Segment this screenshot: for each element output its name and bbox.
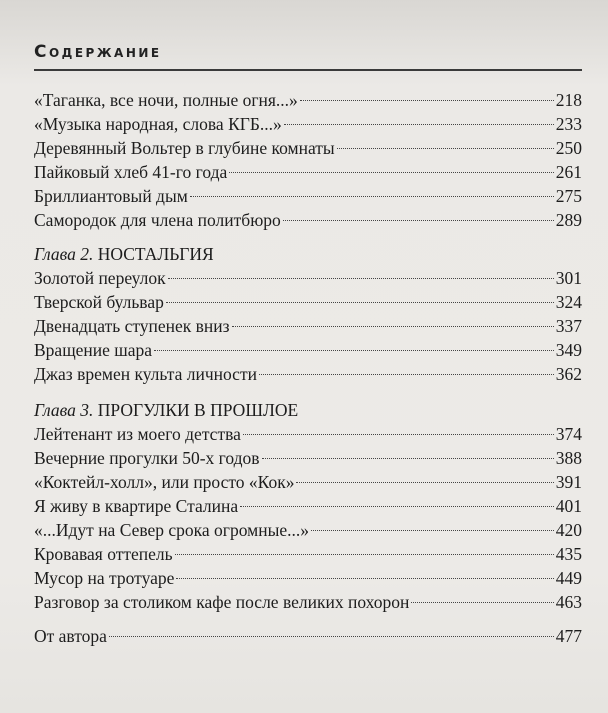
toc-entry-page: 435: [555, 544, 582, 564]
toc-entry[interactable]: [34, 208, 582, 232]
dot-leader: [283, 220, 554, 221]
toc-entry-page: 401: [555, 496, 582, 516]
toc-entry-title: Двенадцать ступенек вниз: [34, 316, 230, 336]
toc-entry-title: «Коктейл-холл», или просто «Кок»: [34, 472, 295, 492]
toc-entry-page: 275: [555, 186, 582, 206]
toc-entry[interactable]: [34, 338, 582, 362]
toc-entry[interactable]: [34, 470, 582, 494]
dot-leader: [311, 530, 554, 531]
chapter-title: ПРОГУЛКИ В ПРОШЛОЕ: [97, 400, 299, 420]
dot-leader: [232, 326, 554, 327]
toc-entry[interactable]: [34, 266, 582, 290]
toc-entry-page: 261: [555, 162, 582, 182]
dot-leader: [190, 196, 554, 197]
toc-entry-page: 374: [555, 424, 582, 444]
toc-entry-title: Золотой переулок: [34, 268, 166, 288]
running-head: [34, 42, 582, 72]
toc-entry-afterword[interactable]: [34, 624, 582, 648]
toc-entry[interactable]: [34, 566, 582, 590]
toc-entry-title: Мусор на тротуаре: [34, 568, 175, 588]
toc-entry-title: Лейтенант из моего детства: [34, 424, 241, 444]
toc-entry-page: 233: [555, 114, 582, 134]
toc-entry[interactable]: [34, 518, 582, 542]
dot-leader: [337, 148, 554, 149]
toc-entry[interactable]: [34, 184, 582, 208]
toc-entry[interactable]: [34, 136, 582, 160]
toc-entry-page: 477: [555, 626, 582, 646]
toc-page: [34, 0, 582, 713]
toc-entry-title: Я живу в квартире Сталина: [34, 496, 239, 516]
chapter-heading[interactable]: [34, 398, 582, 422]
toc-entry[interactable]: [34, 314, 582, 338]
toc-entry-title: Пайковый хлеб 41-го года: [34, 162, 228, 182]
toc-entry[interactable]: [34, 422, 582, 446]
toc-entry-title: Джаз времен культа личности: [34, 364, 257, 384]
toc-entry-page: 420: [555, 520, 582, 540]
toc-entry-title: Бриллиантовый дым: [34, 186, 188, 206]
toc-entry-title: Самородок для члена политбюро: [34, 210, 281, 230]
toc-entry-page: 218: [555, 90, 582, 110]
toc-entry-title: Разговор за столиком кафе после великих похорон: [34, 592, 410, 612]
toc-entry[interactable]: [34, 542, 582, 566]
dot-leader: [296, 482, 553, 483]
toc-entry-title: Вращение шара: [34, 340, 153, 360]
toc-entry[interactable]: [34, 290, 582, 314]
toc-entry[interactable]: [34, 112, 582, 136]
toc-entry[interactable]: [34, 88, 582, 112]
toc-entry[interactable]: [34, 446, 582, 470]
dot-leader: [259, 374, 554, 375]
dot-leader: [240, 506, 554, 507]
toc-entry-page: 324: [555, 292, 582, 312]
toc-entry-page: 289: [555, 210, 582, 230]
toc-entry-title: «Таганка, все ночи, полные огня...»: [34, 90, 298, 110]
toc-entry-page: 449: [555, 568, 582, 588]
toc-entry-page: 388: [555, 448, 582, 468]
running-head-title: Содержание: [34, 42, 162, 62]
toc-entry-page: 301: [555, 268, 582, 288]
toc-entry[interactable]: [34, 160, 582, 184]
dot-leader: [229, 172, 553, 173]
chapter-label: Глава 3.: [34, 400, 94, 420]
dot-leader: [176, 578, 553, 579]
chapter-title: НОСТАЛЬГИЯ: [97, 244, 214, 264]
toc-entry-title: Тверской бульвар: [34, 292, 164, 312]
chapter-heading[interactable]: [34, 242, 582, 266]
toc-entry-page: 391: [555, 472, 582, 492]
dot-leader: [154, 350, 554, 351]
dot-leader: [243, 434, 554, 435]
dot-leader: [284, 124, 554, 125]
toc-entry[interactable]: [34, 590, 582, 614]
toc-entry-page: 463: [555, 592, 582, 612]
toc-entry-page: 362: [555, 364, 582, 384]
toc-entry-page: 250: [555, 138, 582, 158]
dot-leader: [411, 602, 553, 603]
dot-leader: [168, 278, 554, 279]
toc-entry-title: Деревянный Вольтер в глубине комнаты: [34, 138, 335, 158]
toc-entry[interactable]: [34, 494, 582, 518]
dot-leader: [175, 554, 554, 555]
toc-entry-title: Кровавая оттепель: [34, 544, 173, 564]
dot-leader: [109, 636, 554, 637]
toc-entry-title: Вечерние прогулки 50-х годов: [34, 448, 260, 468]
toc-entry-title: От автора: [34, 626, 107, 646]
toc-entry-page: 337: [555, 316, 582, 336]
toc-entry-title: «...Идут на Север срока огромные...»: [34, 520, 309, 540]
toc-entry[interactable]: [34, 362, 582, 386]
dot-leader: [262, 458, 554, 459]
dot-leader: [300, 100, 554, 101]
running-head-rule: [34, 69, 582, 71]
toc-entry-title: «Музыка народная, слова КГБ...»: [34, 114, 282, 134]
chapter-label: Глава 2.: [34, 244, 94, 264]
toc-entry-page: 349: [555, 340, 582, 360]
dot-leader: [166, 302, 554, 303]
